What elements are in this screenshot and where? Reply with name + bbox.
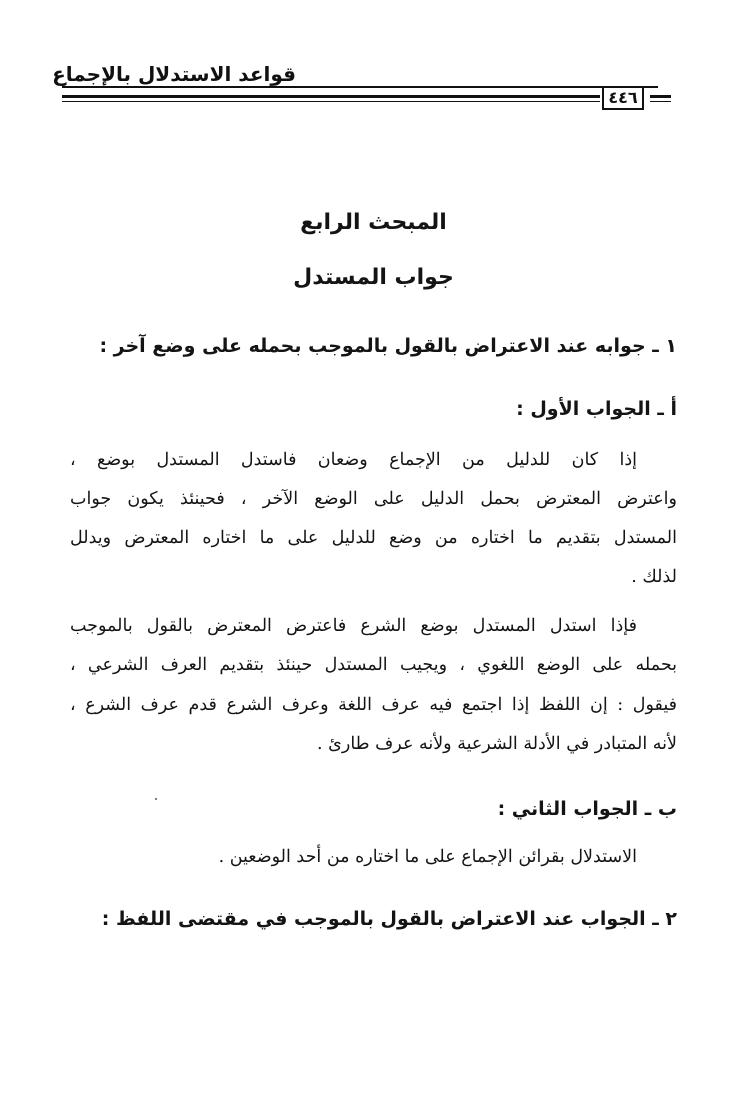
header-double-rule-left: [62, 95, 600, 98]
header-double-rule-left-thin: [62, 101, 600, 102]
answer-b-text: الاستدلال بقرائن الإجماع على ما اختاره من أحد الوضعين .: [218, 847, 637, 867]
paragraph-1-line-2: واعترض المعترض بحمل الدليل على الوضع الآخر ، فحينئذ يكون جواب: [70, 489, 677, 509]
paragraph-2-line-3: فيقول : إن اللفظ إذا اجتمع فيه عرف اللغة وعرف الشرع قدم عرف الشرع ،: [70, 695, 677, 715]
paragraph-2-line-2: بحمله على الوضع اللغوي ، ويجيب المستدل حينئذ بتقديم العرف الشرعي ،: [70, 655, 677, 675]
answer-a-title: أ ـ الجواب الأول :: [516, 398, 677, 420]
answer-b-title: ب ـ الجواب الثاني :: [497, 798, 677, 820]
paragraph-1-line-4: لذلك .: [631, 567, 677, 587]
paragraph-2-line-4: لأنه المتبادر في الأدلة الشرعية ولأنه عرف طارئ .: [317, 734, 677, 754]
paragraph-1-line-3: المستدل بتقديم ما اختاره من وضع للدليل على ما اختاره المعترض ويدلل: [70, 528, 677, 548]
paragraph-2-line-1: فإذا استدل المستدل بوضع الشرع فاعترض المعترض بالقول بالموجب: [70, 616, 637, 636]
running-header-title: قواعد الاستدلال بالإجماع: [52, 62, 296, 86]
header-double-rule-right: [650, 95, 671, 98]
header-double-rule-right-thin: [650, 101, 671, 102]
heading-2: ٢ ـ الجواب عند الاعتراض بالقول بالموجب في مقتضى اللفظ :: [101, 908, 677, 930]
header-rule: [62, 86, 658, 88]
scan-speck: [155, 798, 157, 800]
section-subtitle: جواب المستدل: [293, 265, 454, 290]
section-title: المبحث الرابع: [300, 210, 447, 235]
heading-1: ١ ـ جوابه عند الاعتراض بالقول بالموجب بحمله على وضع آخر :: [99, 335, 677, 357]
paragraph-1-line-1: إذا كان للدليل من الإجماع وضعان فاستدل المستدل بوضع ،: [70, 450, 637, 470]
page-number: ٤٤٦: [602, 86, 644, 110]
